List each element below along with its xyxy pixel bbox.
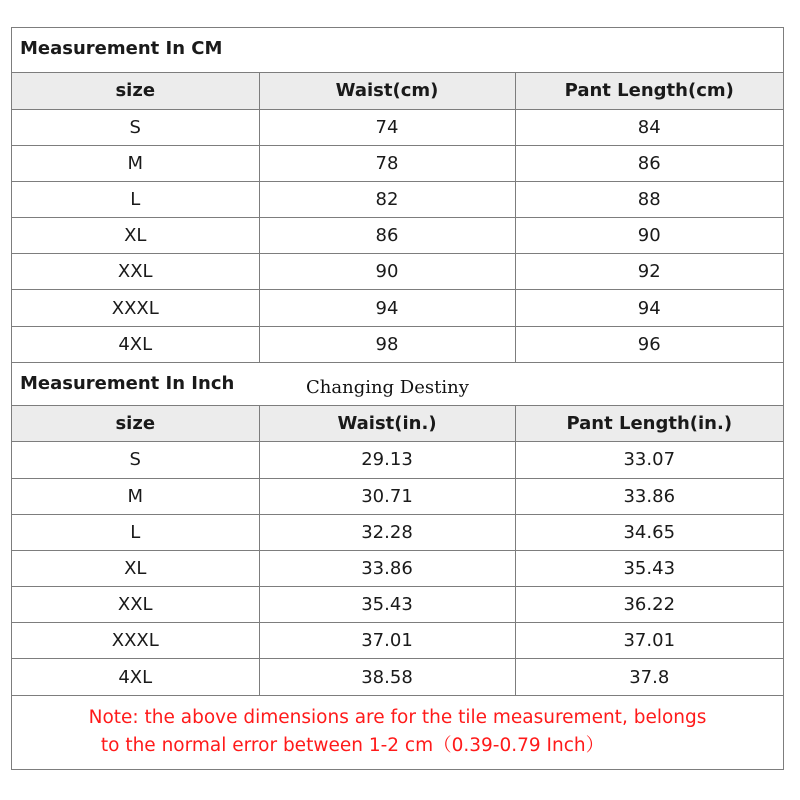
waist-cell: 30.71 bbox=[259, 478, 515, 514]
pant-length-cell: 36.22 bbox=[515, 587, 783, 623]
size-cell: XXL bbox=[12, 254, 259, 290]
cm-header-size: size bbox=[12, 73, 259, 109]
cm-size-table bbox=[12, 73, 783, 363]
table-row bbox=[12, 442, 783, 478]
table-row bbox=[12, 145, 783, 181]
pant-length-cell: 34.65 bbox=[515, 514, 783, 550]
waist-cell: 82 bbox=[259, 181, 515, 217]
inch-header-row bbox=[12, 406, 783, 442]
cm-header-pant-length: Pant Length(cm) bbox=[515, 73, 783, 109]
cm-header-waist: Waist(cm) bbox=[259, 73, 515, 109]
table-row bbox=[12, 550, 783, 586]
inch-header-pant-length: Pant Length(in.) bbox=[515, 406, 783, 442]
size-cell: M bbox=[12, 478, 259, 514]
size-cell: S bbox=[12, 442, 259, 478]
table-row bbox=[12, 478, 783, 514]
table-row bbox=[12, 218, 783, 254]
size-cell: 4XL bbox=[12, 326, 259, 362]
pant-length-cell: 94 bbox=[515, 290, 783, 326]
inch-title-label: Measurement In Inch bbox=[20, 372, 235, 394]
waist-cell: 32.28 bbox=[259, 514, 515, 550]
waist-cell: 90 bbox=[259, 254, 515, 290]
cm-header-row bbox=[12, 73, 783, 109]
waist-cell: 78 bbox=[259, 145, 515, 181]
watermark-text: Changing Destiny bbox=[306, 376, 469, 398]
pant-length-cell: 33.86 bbox=[515, 478, 783, 514]
measurement-note bbox=[12, 696, 783, 769]
pant-length-cell: 90 bbox=[515, 218, 783, 254]
table-row bbox=[12, 109, 783, 145]
waist-cell: 86 bbox=[259, 218, 515, 254]
waist-cell: 35.43 bbox=[259, 587, 515, 623]
size-cell: M bbox=[12, 145, 259, 181]
table-row bbox=[12, 587, 783, 623]
size-cell: L bbox=[12, 181, 259, 217]
pant-length-cell: 84 bbox=[515, 109, 783, 145]
table-row bbox=[12, 514, 783, 550]
size-cell: XXXL bbox=[12, 290, 259, 326]
inch-section-title bbox=[12, 363, 783, 406]
pant-length-cell: 92 bbox=[515, 254, 783, 290]
cm-section-title bbox=[12, 28, 783, 73]
size-cell: S bbox=[12, 109, 259, 145]
cm-title-label: Measurement In CM bbox=[20, 38, 223, 59]
inch-size-table bbox=[12, 406, 783, 696]
waist-cell: 29.13 bbox=[259, 442, 515, 478]
size-chart bbox=[11, 27, 784, 770]
size-cell: 4XL bbox=[12, 659, 259, 695]
table-row bbox=[12, 659, 783, 695]
note-line-1: Note: the above dimensions are for the tile measurement, belongs bbox=[88, 706, 707, 728]
table-row bbox=[12, 181, 783, 217]
size-cell: XL bbox=[12, 550, 259, 586]
pant-length-cell: 86 bbox=[515, 145, 783, 181]
table-row bbox=[12, 326, 783, 362]
pant-length-cell: 35.43 bbox=[515, 550, 783, 586]
pant-length-cell: 33.07 bbox=[515, 442, 783, 478]
size-cell: L bbox=[12, 514, 259, 550]
waist-cell: 98 bbox=[259, 326, 515, 362]
pant-length-cell: 96 bbox=[515, 326, 783, 362]
inch-header-waist: Waist(in.) bbox=[259, 406, 515, 442]
size-cell: XXXL bbox=[12, 623, 259, 659]
inch-header-size: size bbox=[12, 406, 259, 442]
waist-cell: 94 bbox=[259, 290, 515, 326]
pant-length-cell: 88 bbox=[515, 181, 783, 217]
table-row bbox=[12, 290, 783, 326]
size-cell: XL bbox=[12, 218, 259, 254]
pant-length-cell: 37.8 bbox=[515, 659, 783, 695]
waist-cell: 33.86 bbox=[259, 550, 515, 586]
table-row bbox=[12, 623, 783, 659]
waist-cell: 74 bbox=[259, 109, 515, 145]
waist-cell: 38.58 bbox=[259, 659, 515, 695]
table-row bbox=[12, 254, 783, 290]
size-cell: XXL bbox=[12, 587, 259, 623]
pant-length-cell: 37.01 bbox=[515, 623, 783, 659]
note-line-2: to the normal error between 1-2 cm（0.39-0.79 Inch） bbox=[100, 734, 605, 756]
waist-cell: 37.01 bbox=[259, 623, 515, 659]
